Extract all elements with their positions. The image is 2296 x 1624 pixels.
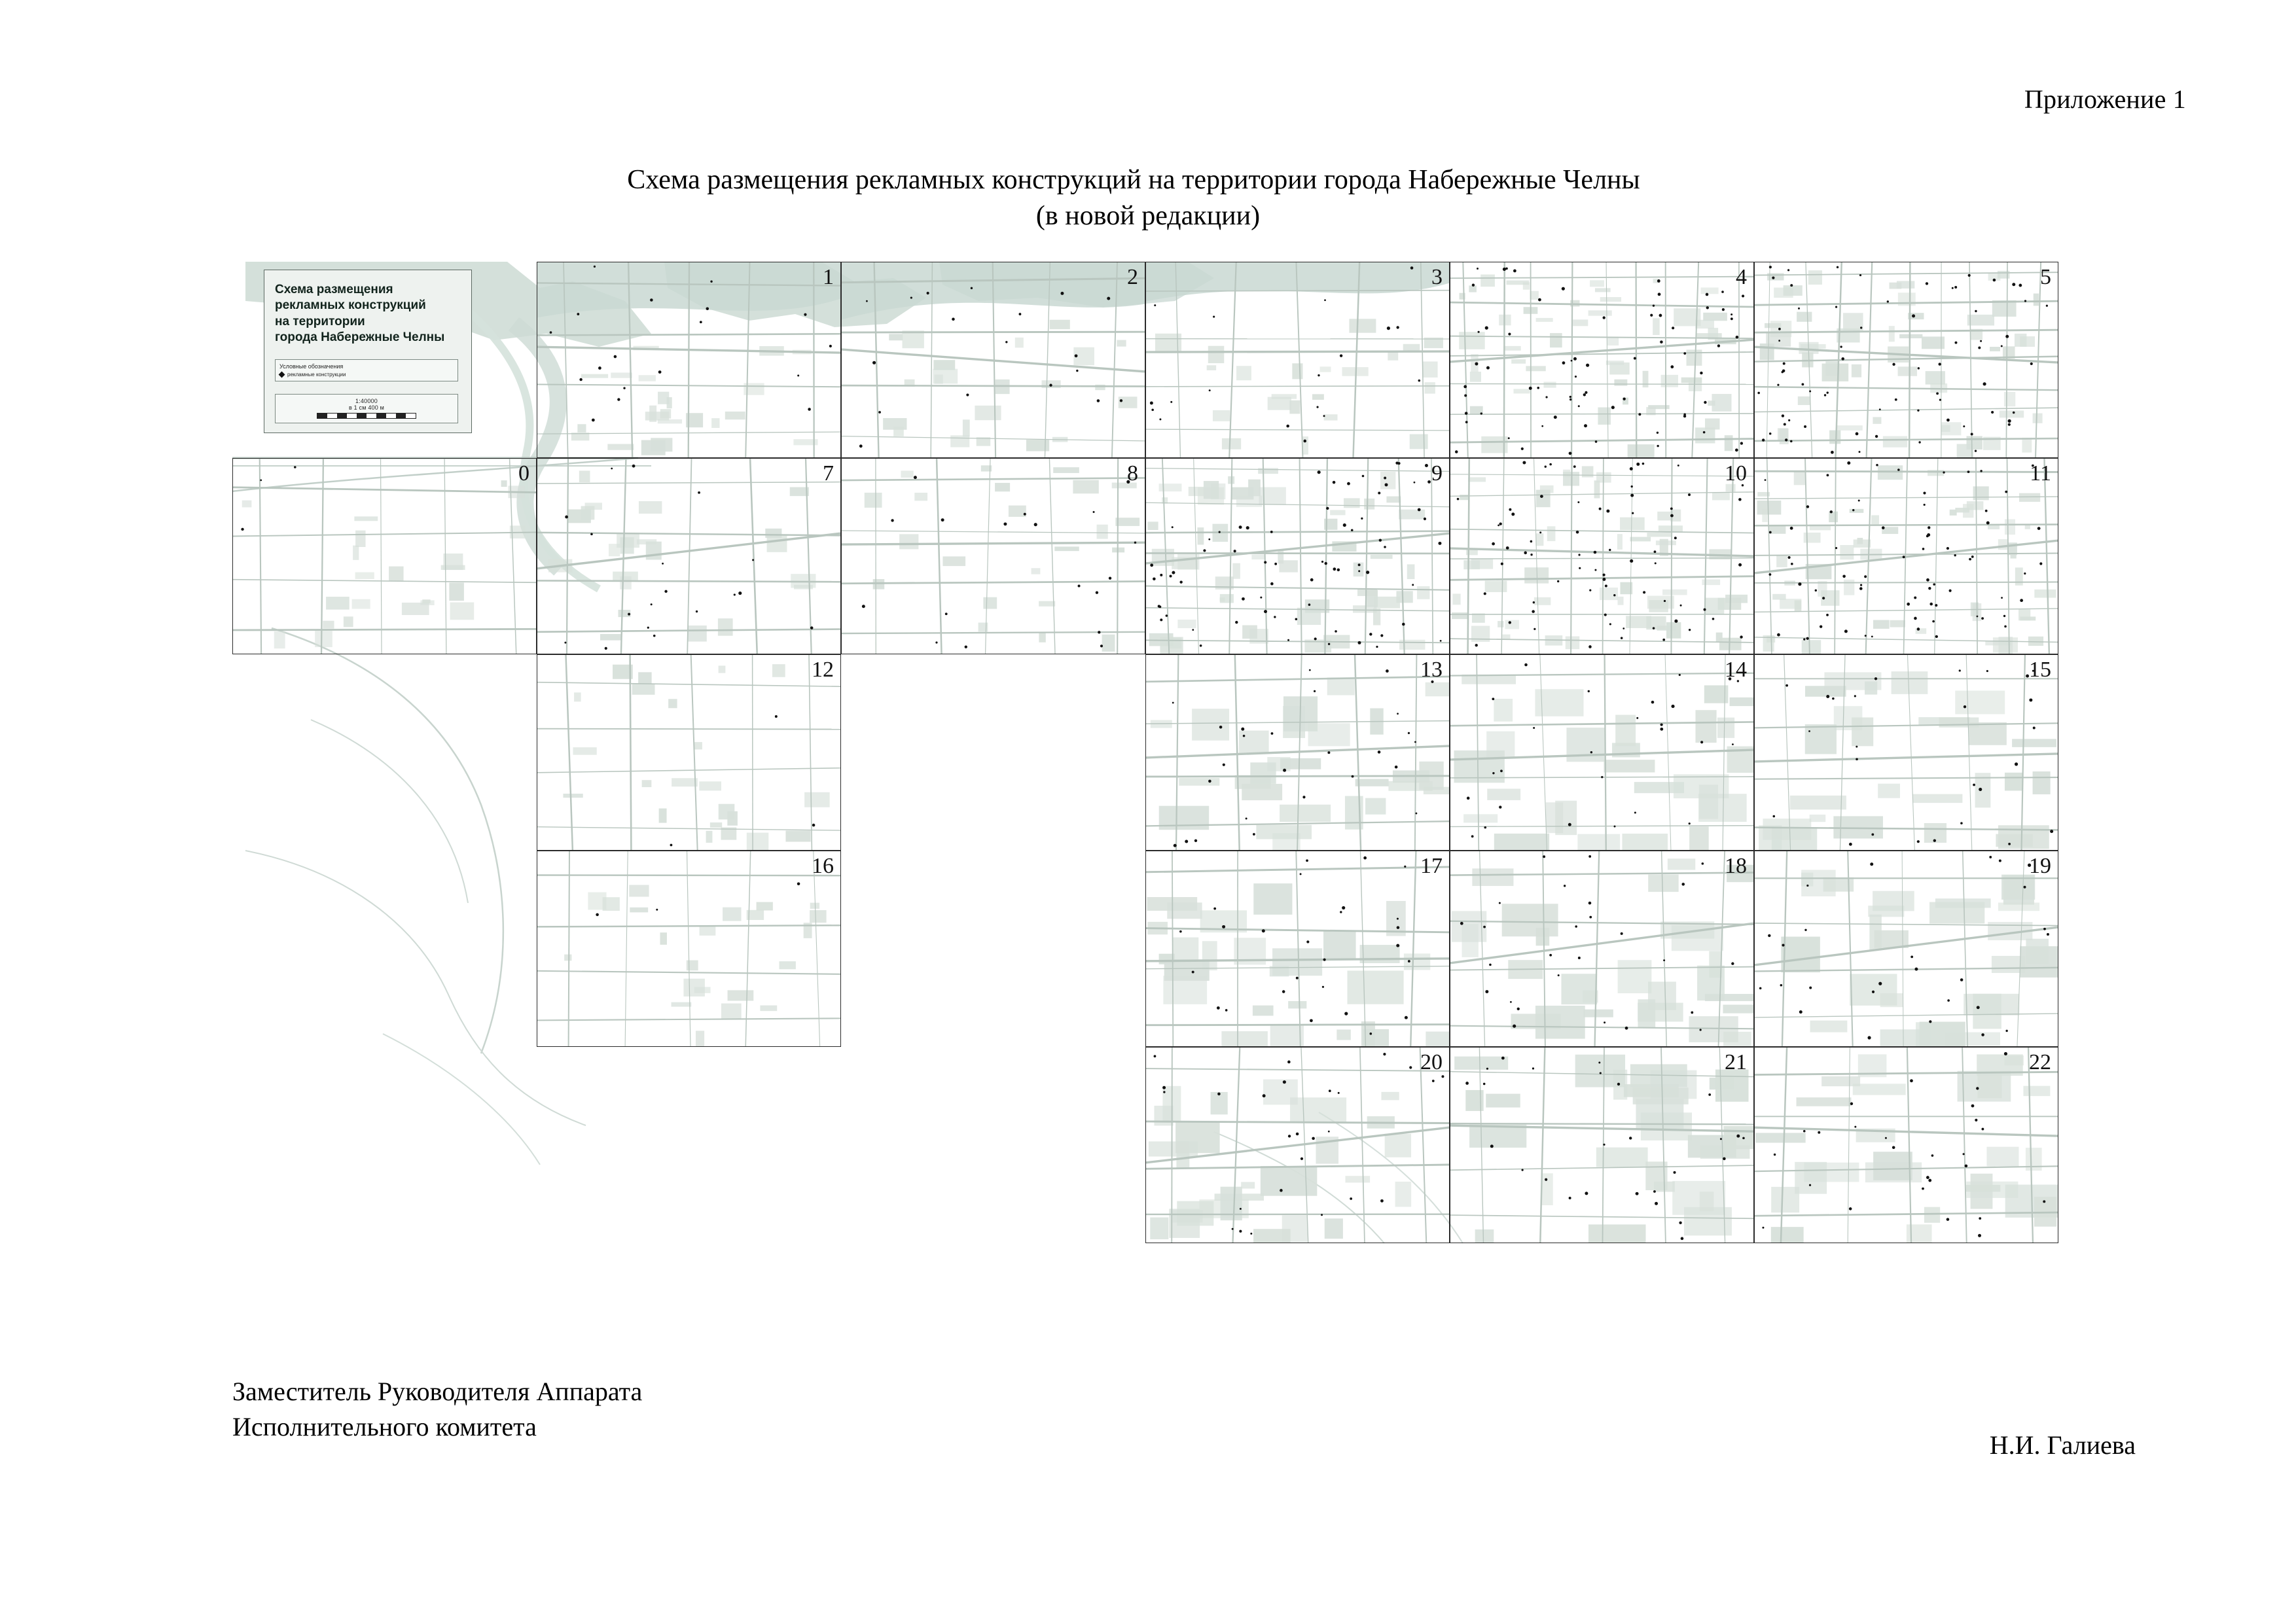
map-grid-cell-number: 1	[823, 265, 834, 289]
map-grid-cell-4[interactable]	[1450, 262, 1754, 458]
map-grid-cell-number: 13	[1420, 658, 1443, 682]
map-grid-cell-16[interactable]	[537, 851, 841, 1047]
map-grid-cell-number: 10	[1725, 461, 1747, 485]
map-sheet-index[interactable]	[232, 262, 2068, 1354]
map-grid-cell-19[interactable]	[1754, 851, 2058, 1047]
map-legend-box	[264, 270, 472, 433]
map-grid-cell-number: 17	[1420, 854, 1443, 878]
map-grid-cell-5[interactable]	[1754, 262, 2058, 458]
map-grid-cell-number: 4	[1736, 265, 1747, 289]
map-grid-cell-number: 2	[1127, 265, 1138, 289]
map-grid-cell-number: 8	[1127, 461, 1138, 485]
map-grid-cell-10[interactable]	[1450, 458, 1754, 654]
signature-name: Н.И. Галиева	[1989, 1430, 2136, 1460]
map-grid-cell-9[interactable]	[1145, 458, 1450, 654]
map-grid-cell-3[interactable]	[1145, 262, 1450, 458]
map-legend-key-title: Условные обозначения	[279, 363, 344, 370]
map-grid-cell-0[interactable]	[232, 458, 537, 654]
map-grid-cell-number: 9	[1431, 461, 1443, 485]
map-grid-cell-8[interactable]	[841, 458, 1145, 654]
map-legend-title: Схема размещения рекламных конструкций на территории города Набережные Челны	[275, 283, 445, 344]
map-scale-label: 1:40000	[355, 398, 378, 404]
ad-marker-icon	[279, 372, 285, 378]
map-scale-sublabel: в 1 см 400 м	[348, 404, 385, 411]
map-grid-cell-13[interactable]	[1145, 654, 1450, 851]
map-grid-cell-2[interactable]	[841, 262, 1145, 458]
map-grid-cell-14[interactable]	[1450, 654, 1754, 851]
appendix-label: Приложение 1	[2024, 84, 2186, 114]
map-grid-cell-21[interactable]	[1450, 1047, 1754, 1243]
map-grid-cell-1[interactable]	[537, 262, 841, 458]
map-grid-cell-18[interactable]	[1450, 851, 1754, 1047]
map-scale-bar	[317, 413, 416, 419]
map-grid-cell-12[interactable]	[537, 654, 841, 851]
map-grid-cell-number: 15	[2029, 658, 2051, 682]
map-grid-cell-number: 3	[1431, 265, 1443, 289]
map-grid-cell-7[interactable]	[537, 458, 841, 654]
map-grid-cell-number: 16	[812, 854, 834, 878]
map-grid-cell-number: 20	[1420, 1050, 1443, 1074]
map-grid-cell-number: 21	[1725, 1050, 1747, 1074]
map-grid-cell-22[interactable]	[1754, 1047, 2058, 1243]
map-grid-cell-number: 18	[1725, 854, 1747, 878]
map-grid-cell-number: 12	[812, 658, 834, 682]
map-grid-cell-number: 19	[2029, 854, 2051, 878]
map-grid-cell-20[interactable]	[1145, 1047, 1450, 1243]
map-grid-cell-number: 14	[1725, 658, 1747, 682]
map-grid-cell-11[interactable]	[1754, 458, 2058, 654]
signature-position-line2: Исполнительного комитета	[232, 1412, 537, 1442]
map-scale-box	[275, 394, 458, 423]
signature-position-line1: Заместитель Руководителя Аппарата	[232, 1377, 643, 1406]
map-grid-cell-number: 7	[823, 461, 834, 485]
map-legend-key	[275, 359, 458, 381]
map-grid-cell-number: 22	[2029, 1050, 2051, 1074]
page-title-line1: Схема размещения рекламных конструкций на территории города Набережные Челны	[627, 165, 1640, 195]
map-grid-cell-number: 0	[518, 461, 529, 485]
map-grid-cell-number: 5	[2040, 265, 2051, 289]
map-grid-cell-17[interactable]	[1145, 851, 1450, 1047]
signature-position	[232, 1374, 642, 1445]
map-grid-cell-number: 11	[2030, 461, 2051, 485]
map-legend-key-row	[279, 372, 454, 378]
map-legend-key-label: рекламные конструкции	[287, 372, 346, 378]
map-grid-cell-15[interactable]	[1754, 654, 2058, 851]
page-title-line2: (в новой редакции)	[1035, 201, 1261, 232]
page-title	[0, 162, 2296, 235]
